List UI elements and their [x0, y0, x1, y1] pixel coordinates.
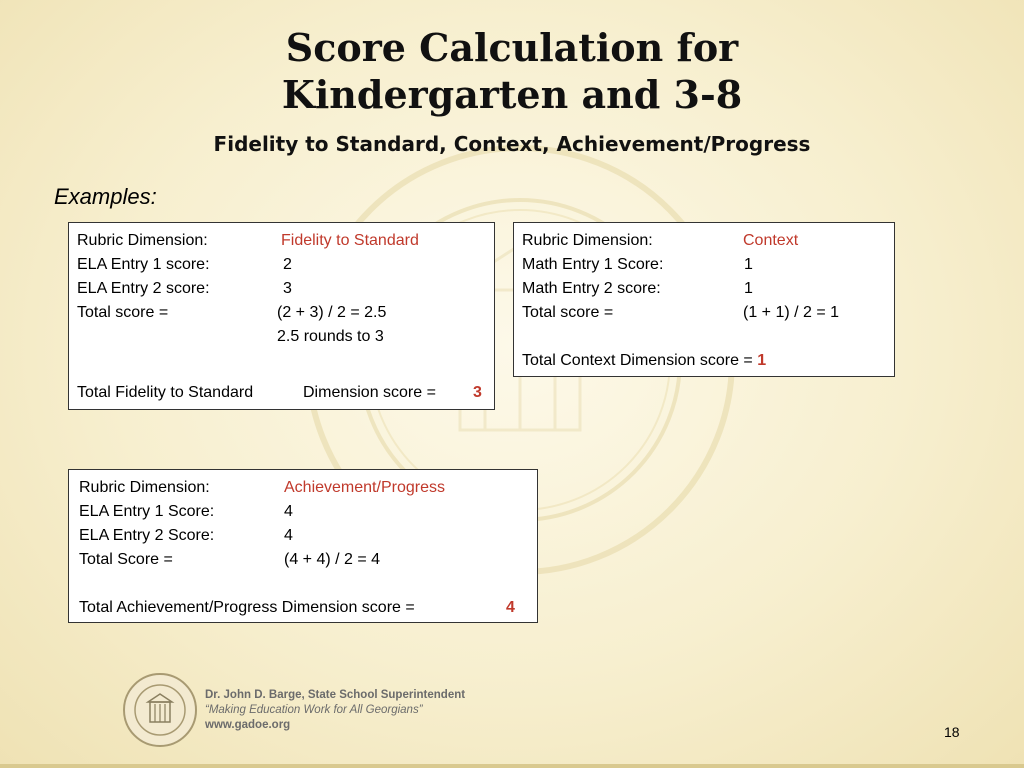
page-number: 18: [944, 724, 960, 740]
total-label: Total Score =: [79, 551, 173, 568]
footer-text: [205, 688, 465, 733]
total-row: [77, 301, 494, 325]
title-line-2: Kindergarten and 3-8: [281, 72, 743, 117]
entry2-label: Math Entry 2 score:: [522, 280, 661, 297]
dimension-value: Fidelity to Standard: [281, 232, 419, 249]
entry2-row: [522, 277, 894, 301]
entry2-row: [79, 524, 537, 548]
rounding-row: [77, 325, 494, 349]
final-score-label: Total Achievement/Progress Dimension score =: [79, 599, 415, 616]
title-line-1: Score Calculation for: [285, 25, 739, 70]
final-score-row: [77, 381, 494, 405]
final-score-label-2: Dimension score =: [303, 384, 436, 401]
total-label: Total score =: [522, 304, 614, 321]
entry2-label: ELA Entry 2 score:: [77, 280, 210, 297]
rounding-note: 2.5 rounds to 3: [277, 328, 384, 345]
entry1-row: [79, 500, 537, 524]
dimension-row: [79, 476, 537, 500]
final-score-label: [522, 349, 766, 373]
footer-motto: “Making Education Work for All Georgians”: [205, 704, 423, 716]
examples-label: Examples:: [54, 184, 157, 209]
entry2-row: [77, 277, 494, 301]
entry2-label: ELA Entry 2 Score:: [79, 527, 215, 544]
spacer-row: [522, 325, 894, 349]
dimension-row: [77, 229, 494, 253]
entry1-label: ELA Entry 1 Score:: [79, 503, 215, 520]
final-score-text: Total Context Dimension score =: [522, 352, 753, 369]
entry1-label: ELA Entry 1 score:: [77, 256, 210, 273]
final-score-label: Total Fidelity to Standard: [77, 384, 254, 401]
final-score-value: 3: [473, 384, 482, 401]
entry1-label: Math Entry 1 Score:: [522, 256, 664, 273]
entry1-row: [522, 253, 894, 277]
total-value: (2 + 3) / 2 = 2.5: [277, 304, 387, 321]
entry1-row: [77, 253, 494, 277]
dimension-value: Achievement/Progress: [284, 479, 445, 496]
dimension-row: [522, 229, 894, 253]
total-label: Total score =: [77, 304, 169, 321]
total-row: [522, 301, 894, 325]
spacer-row: [77, 349, 494, 373]
footer-website-link[interactable]: www.gadoe.org: [205, 719, 291, 731]
dimension-label: Rubric Dimension:: [79, 479, 210, 496]
entry1-value: 2: [283, 256, 292, 273]
slide-title: [0, 24, 1024, 118]
entry1-value: 1: [744, 256, 753, 273]
total-value: (4 + 4) / 2 = 4: [284, 551, 381, 568]
entry2-value: 4: [284, 527, 293, 544]
final-score-value: 4: [506, 599, 515, 616]
fidelity-example-box: [68, 222, 495, 410]
entry1-value: 4: [284, 503, 293, 520]
entry2-value: 3: [283, 280, 292, 297]
dimension-value: Context: [743, 232, 799, 249]
context-example-box: [513, 222, 895, 377]
slide-subtitle: Fidelity to Standard, Context, Achievement/Progress: [213, 132, 811, 156]
final-score-row: [79, 596, 537, 620]
bottom-border: [0, 764, 1024, 768]
department-seal-logo: [122, 672, 198, 748]
entry2-value: 1: [744, 280, 753, 297]
final-score-row: [522, 349, 894, 373]
total-value: (1 + 1) / 2 = 1: [743, 304, 840, 321]
dimension-label: Rubric Dimension:: [77, 232, 208, 249]
dimension-label: Rubric Dimension:: [522, 232, 653, 249]
final-score-value: 1: [757, 352, 767, 369]
footer-superintendent: Dr. John D. Barge, State School Superintendent: [205, 689, 466, 701]
achievement-example-box: [68, 469, 538, 623]
total-row: [79, 548, 537, 572]
spacer-row: [79, 572, 537, 596]
